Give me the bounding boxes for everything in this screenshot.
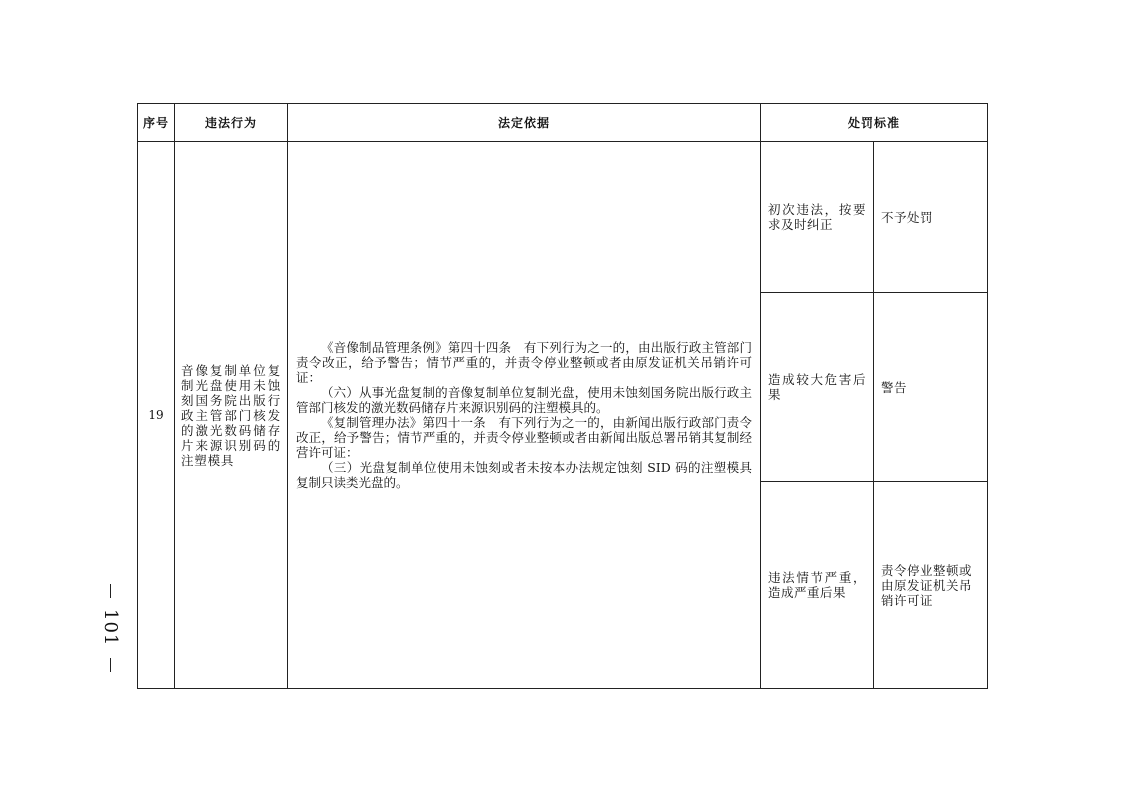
basis-paragraph: 《音像制品管理条例》第四十四条 有下列行为之一的，由出版行政主管部门责令改正，给予警告；情节严重的，并责令停业整顿或者由原发证机关吊销许可证： bbox=[296, 340, 752, 385]
header-no: 序号 bbox=[138, 104, 175, 142]
table-header-row bbox=[138, 104, 988, 142]
page-number bbox=[96, 584, 124, 672]
cell-condition: 违法情节严重，造成严重后果 bbox=[761, 482, 874, 689]
page-number-text: 101 bbox=[100, 609, 121, 647]
cell-condition: 初次违法，按要求及时纠正 bbox=[761, 142, 874, 293]
cell-basis bbox=[288, 142, 761, 689]
table-row bbox=[138, 142, 988, 293]
cell-penalty: 警告 bbox=[874, 293, 988, 482]
header-basis: 法定依据 bbox=[288, 104, 761, 142]
basis-paragraph: （三）光盘复制单位使用未蚀刻或者未按本办法规定蚀刻 SID 码的注塑模具复制只读类光盘的。 bbox=[296, 460, 752, 490]
cell-penalty: 责令停业整顿或由原发证机关吊销许可证 bbox=[874, 482, 988, 689]
cell-act: 音像复制单位复制光盘使用未蚀刻国务院出版行政主管部门核发的激光数码储存片来源识别码的注塑模具 bbox=[175, 142, 288, 689]
penalty-table bbox=[137, 103, 988, 689]
cell-no: 19 bbox=[138, 142, 175, 689]
divider bbox=[110, 584, 111, 598]
basis-paragraph: 《复制管理办法》第四十一条 有下列行为之一的，由新闻出版行政部门责令改正，给予警告；情节严重的，并责令停业整顿或者由新闻出版总署吊销其复制经营许可证： bbox=[296, 415, 752, 460]
cell-condition: 造成较大危害后果 bbox=[761, 293, 874, 482]
header-penalty: 处罚标准 bbox=[761, 104, 988, 142]
cell-penalty: 不予处罚 bbox=[874, 142, 988, 293]
divider bbox=[110, 658, 111, 672]
basis-paragraph: （六）从事光盘复制的音像复制单位复制光盘，使用未蚀刻国务院出版行政主管部门核发的激光数码储存片来源识别码的注塑模具的。 bbox=[296, 385, 752, 415]
header-act: 违法行为 bbox=[175, 104, 288, 142]
